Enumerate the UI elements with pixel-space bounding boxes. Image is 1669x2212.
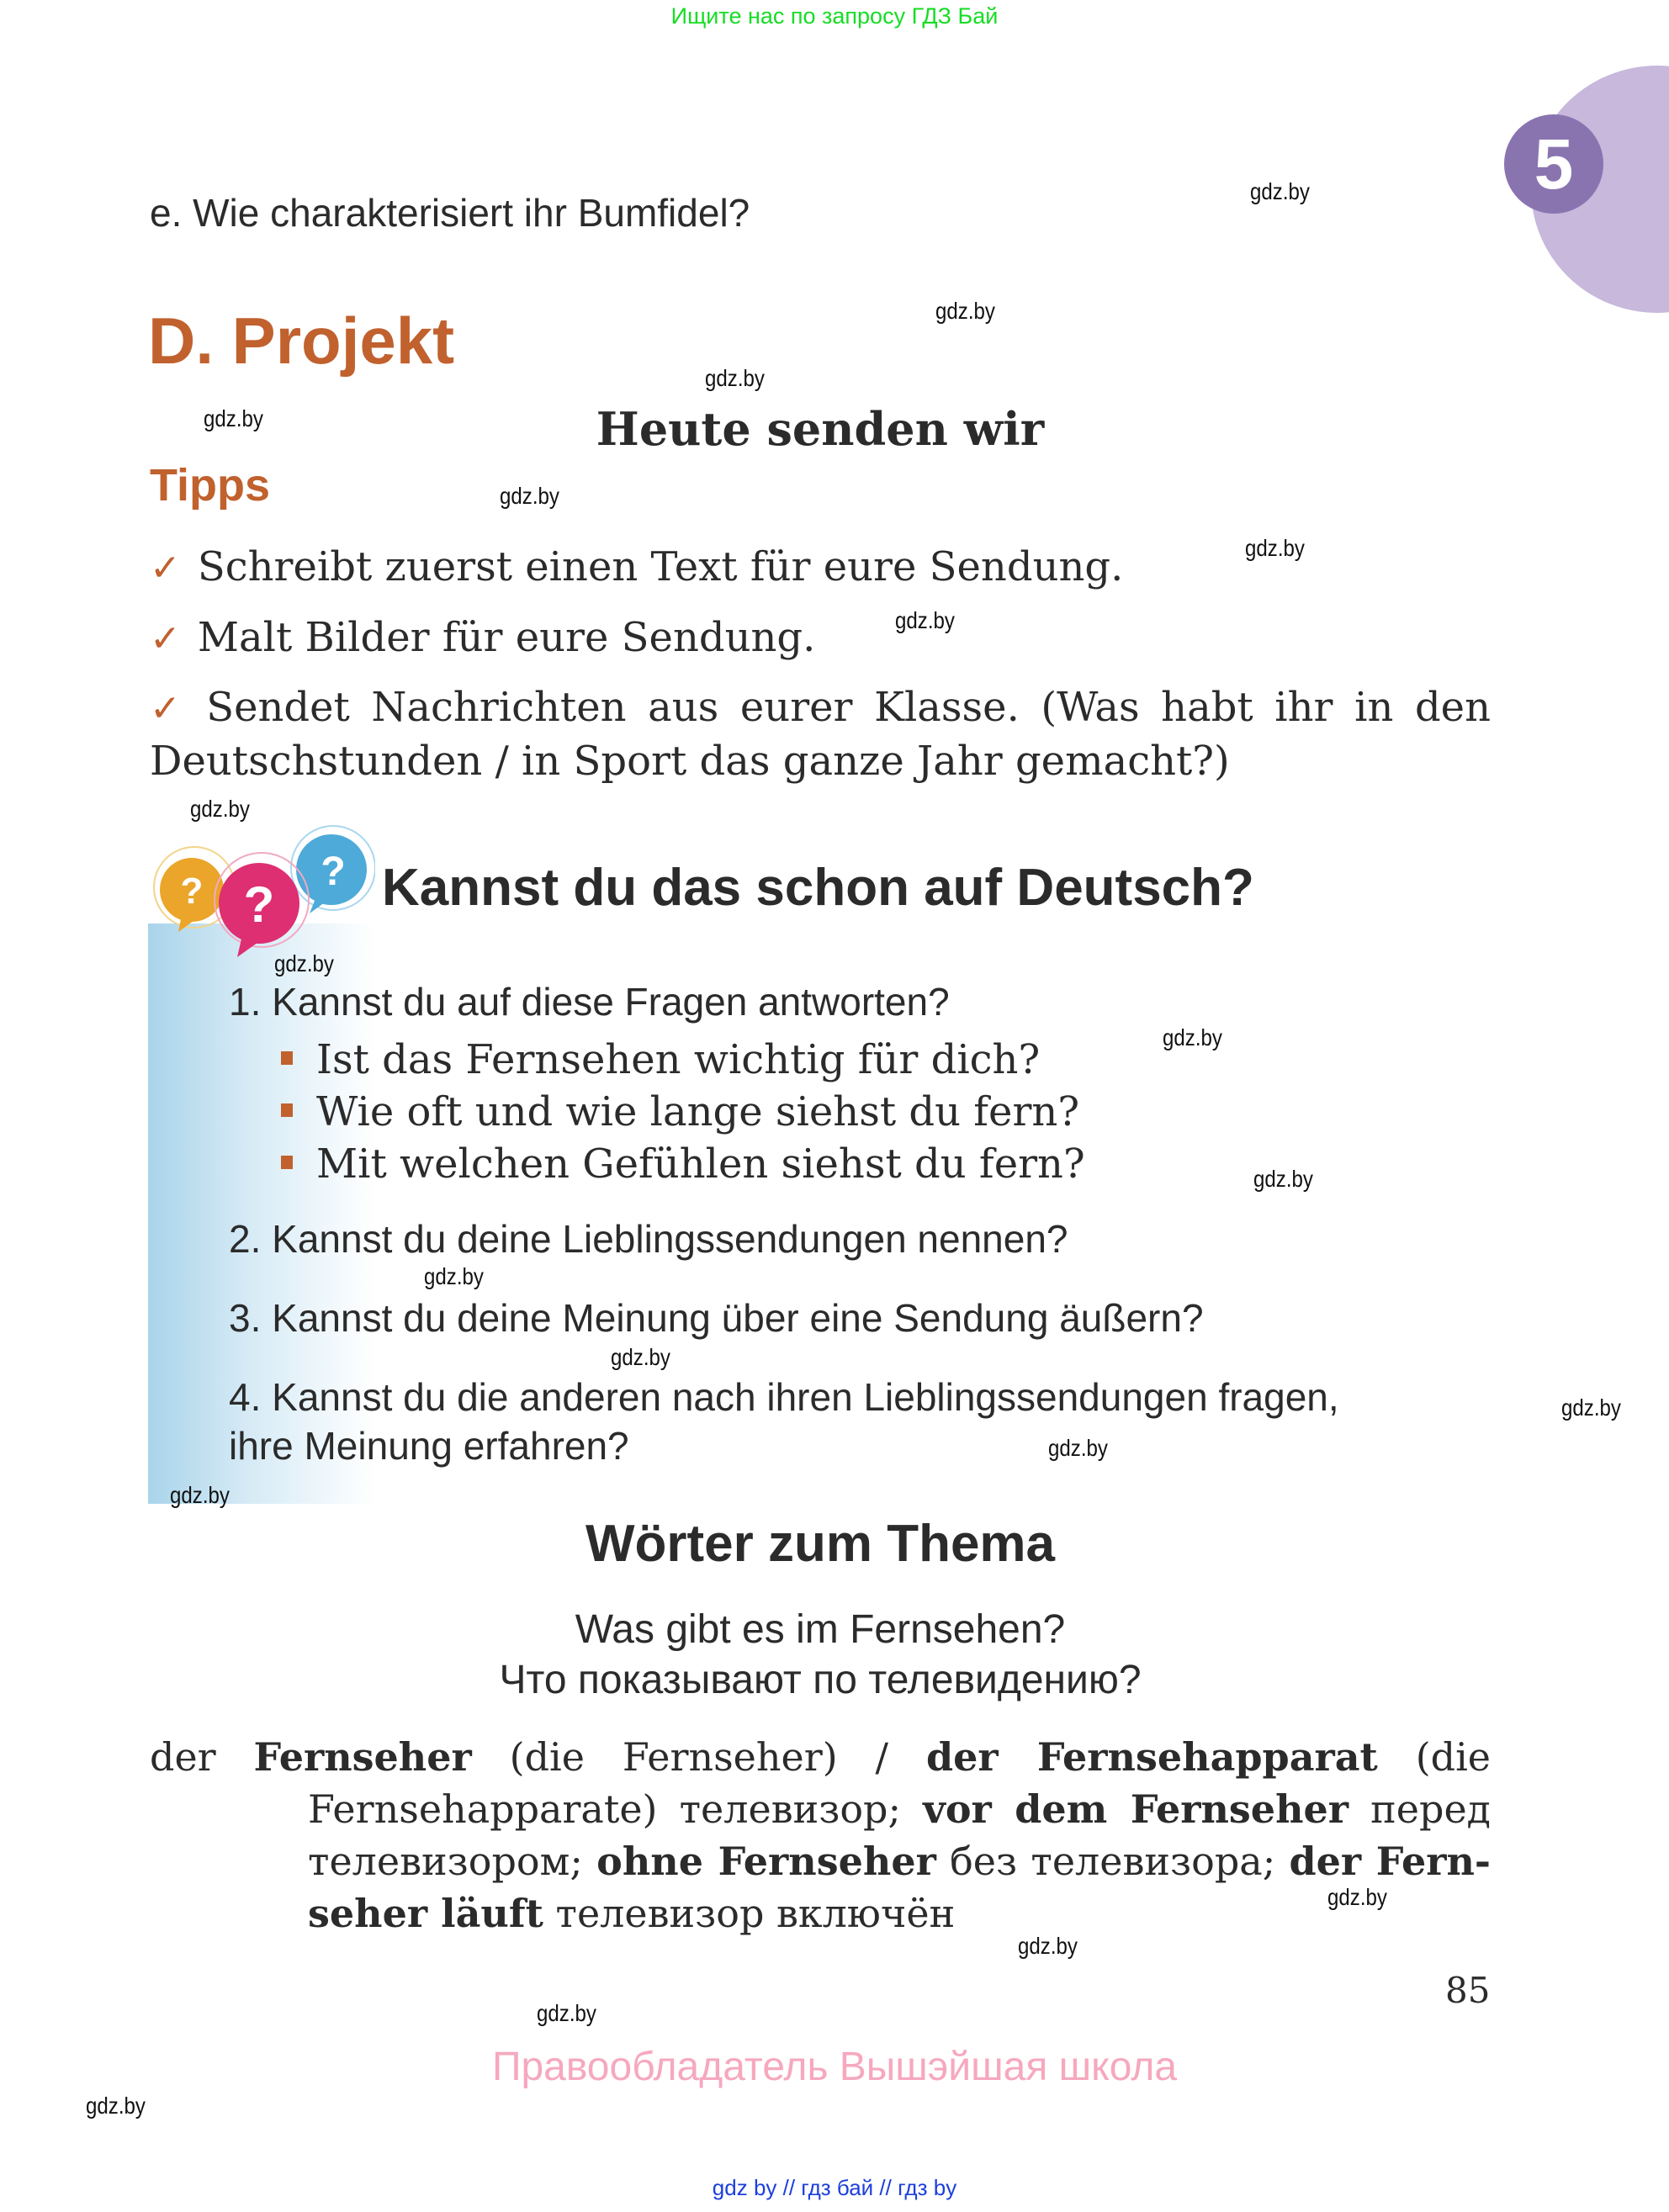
- tip-item: ✓ Sendet Nachrichten aus eurer Klasse. (Was habt ihr in den Deutschstunden / in Sport das ganze Jahr gemacht?): [150, 684, 1491, 785]
- vocabulary-subheading-de: Was gibt es im Fernsehen?: [575, 1607, 1066, 1652]
- watermark: gdz.by: [1250, 178, 1310, 204]
- watermark: gdz.by: [537, 2000, 596, 2026]
- watermark: gdz.by: [424, 1263, 484, 1289]
- watermark: gdz.by: [611, 1344, 670, 1370]
- watermark: gdz.by: [1253, 1166, 1313, 1192]
- watermark: gdz.by: [1048, 1435, 1108, 1461]
- check-icon: ✓: [150, 617, 181, 660]
- copyright-notice: Правообладатель Вышэйшая школа: [491, 2045, 1178, 2089]
- chapter-badge: 5: [1504, 114, 1603, 214]
- watermark: gdz.by: [170, 1482, 230, 1508]
- square-bullet-icon: [281, 1103, 293, 1117]
- watermark: gdz.by: [705, 365, 765, 391]
- self-check-item: 1. Kannst du auf diese Fragen antworten?: [229, 980, 950, 1024]
- question-e: e. Wie charakterisiert ihr Bumfidel?: [150, 191, 750, 235]
- watermark: gdz.by: [1245, 535, 1305, 561]
- self-check-subitem: Ist das Fernsehen wichtig für dich?: [281, 1036, 1040, 1083]
- svg-text:?: ?: [243, 876, 275, 933]
- project-heading: D. Projekt: [148, 304, 455, 378]
- footer-links[interactable]: gdz by // гдз бай // гдз by: [712, 2175, 957, 2200]
- square-bullet-icon: [281, 1156, 293, 1169]
- top-banner: Ищите нас по запросу ГДЗ Бай: [670, 3, 999, 29]
- watermark: gdz.by: [935, 298, 995, 324]
- self-check-subitem: Wie oft und wie lange siehst du fern?: [281, 1088, 1079, 1135]
- self-check-heading: Kannst du das schon auf Deutsch?: [382, 859, 1254, 917]
- vocabulary-subheading-ru: Что показывают по телевидению?: [499, 1658, 1142, 1702]
- svg-text:?: ?: [180, 871, 204, 912]
- watermark: gdz.by: [204, 405, 263, 431]
- watermark: gdz.by: [1018, 1933, 1078, 1959]
- watermark: gdz.by: [1163, 1024, 1222, 1050]
- check-icon: ✓: [150, 687, 190, 730]
- watermark: gdz.by: [274, 950, 334, 976]
- watermark: gdz.by: [500, 483, 559, 509]
- watermark: gdz.by: [1561, 1394, 1621, 1421]
- check-icon: ✓: [150, 547, 181, 590]
- vocabulary-entry: der Fernseher (die Fernseher) / der Fernsehapparat (die Fernsehapparate) телевизор; vor dem Fernseher перед телевизором; ohne Fernseher без телевизора; der Fern-seher läuft телевизор включён: [150, 1734, 1492, 1936]
- tip-item: ✓ Schreibt zuerst einen Text für eure Sendung.: [150, 543, 1124, 590]
- self-check-subitem: Mit welchen Gefühlen siehst du fern?: [281, 1140, 1085, 1188]
- question-bubbles-icon: [148, 816, 375, 984]
- self-check-item: 4. Kannst du die anderen nach ihren Lieblingssendungen fragen,: [229, 1375, 1339, 1419]
- self-check-item: 2. Kannst du deine Lieblingssendungen nennen?: [229, 1217, 1068, 1261]
- page-number: 85: [1445, 1970, 1491, 2011]
- watermark: gdz.by: [190, 796, 250, 822]
- watermark: gdz.by: [1327, 1884, 1387, 1910]
- self-check-item-continued: ihre Meinung erfahren?: [229, 1424, 629, 1468]
- watermark: gdz.by: [895, 607, 955, 633]
- vocabulary-heading: Wörter zum Thema: [585, 1515, 1056, 1573]
- svg-text:?: ?: [321, 849, 346, 894]
- tip-item: ✓ Malt Bilder für eure Sendung.: [150, 614, 816, 661]
- tips-heading: Tipps: [150, 460, 271, 511]
- watermark: gdz.by: [86, 2093, 146, 2119]
- project-title: Heute senden wir: [596, 402, 1045, 456]
- square-bullet-icon: [281, 1051, 293, 1065]
- self-check-item: 3. Kannst du deine Meinung über eine Sendung äußern?: [229, 1296, 1204, 1340]
